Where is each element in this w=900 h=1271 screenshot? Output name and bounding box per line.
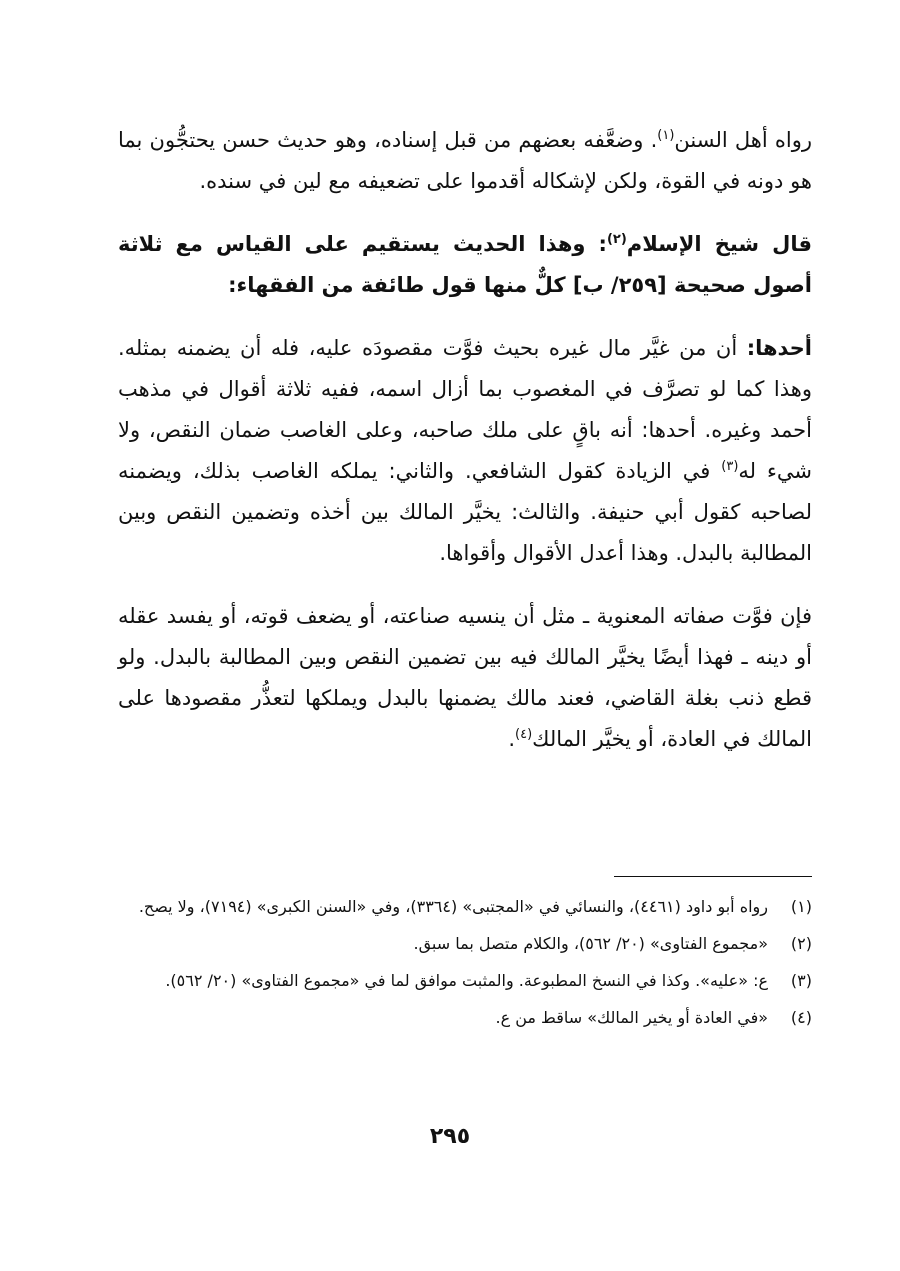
footnote-3 [118, 964, 812, 997]
footnote-text: رواه أبو داود (٤٤٦١)، والنسائي في «المجتبى» (٣٣٦٤)، وفي «السنن الكبرى» (٧١٩٤)، ولا يصح. [138, 897, 768, 916]
footnotes [118, 890, 812, 1038]
footnote-4 [118, 1001, 812, 1034]
footnote-number: (٢) [790, 934, 812, 953]
paragraph-text: : وهذا الحديث يستقيم على القياس مع ثلاثة أصول صحيحة [٢٥٩/ ب] كلٌّ منها قول طائفة من الفقهاء: [118, 232, 812, 297]
footnote-ref-2[interactable]: (٢) [606, 232, 627, 247]
paragraph-text: أن من غيَّر مال غيره بحيث فوَّت مقصودَه عليه، فله أن يضمنه بمثله. وهذا كما لو تصرَّف في المغصوب بما أزال اسمه، ففيه ثلاثة أقوال في مذهب أحمد وغيره. أحدها: أنه باقٍ على ملك صاحبه، وعلى الغاصب ضمان النقص، ولا شيء له [118, 336, 812, 483]
footnote-text: «في العادة أو يخير المالك» ساقط من ع. [495, 1008, 768, 1027]
paragraph-2 [118, 224, 812, 306]
paragraph-3 [118, 328, 812, 574]
paragraph-text: . [508, 727, 515, 751]
footnote-text: ع: «عليه». وكذا في النسخ المطبوعة. والمثبت موافق لما في «مجموع الفتاوى» (٢٠/ ٥٦٢). [165, 971, 768, 990]
footnote-ref-1[interactable]: (١) [657, 128, 675, 143]
footnote-number: (٣) [790, 971, 812, 990]
footnote-number: (٤) [790, 1008, 812, 1027]
paragraph-text: قال شيخ الإسلام [626, 232, 812, 256]
footnote-1 [118, 890, 812, 923]
footnote-separator [614, 876, 812, 877]
footnote-text: «مجموع الفتاوى» (٢٠/ ٥٦٢)، والكلام متصل بما سبق. [413, 934, 768, 953]
paragraph-text: رواه أهل السنن [674, 128, 812, 152]
footnote-ref-4[interactable]: (٤) [515, 727, 533, 742]
paragraph-lead: أحدها: [746, 336, 812, 360]
main-text [118, 120, 812, 782]
footnote-number: (١) [790, 897, 812, 916]
paragraph-text: فإن فوَّت صفاته المعنوية ـ مثل أن ينسيه صناعته، أو يضعف قوته، أو يفسد عقله أو دينه ـ فهذا أيضًا يخيَّر المالك فيه بين تضمين النقص وبين المطالبة بالبدل. ولو قطع ذنب بغلة القاضي، فعند مالك يضمنها بالبدل ويملكها لتعذُّر مقصودها على المالك في العادة، أو يخيَّر المالك [118, 604, 812, 751]
page-number: ٢٩٥ [429, 1124, 471, 1149]
paragraph-1 [118, 120, 812, 202]
paragraph-4 [118, 596, 812, 760]
footnote-2 [118, 927, 812, 960]
paragraph-text: . وضعَّفه بعضهم من قبل إسناده، وهو حديث حسن يحتجُّون بما هو دونه في القوة، ولكن لإشكاله أقدموا على تضعيفه مع لين في سنده. [118, 128, 812, 193]
footnote-ref-3[interactable]: (٣) [721, 459, 739, 474]
paragraph-text: في الزيادة كقول الشافعي. والثاني: يملكه الغاصب بذلك، ويضمنه لصاحبه كقول أبي حنيفة. والثالث: يخيَّر المالك بين أخذه وتضمين النقص وبين المطالبة بالبدل. وهذا أعدل الأقوال وأقواها. [118, 459, 812, 565]
